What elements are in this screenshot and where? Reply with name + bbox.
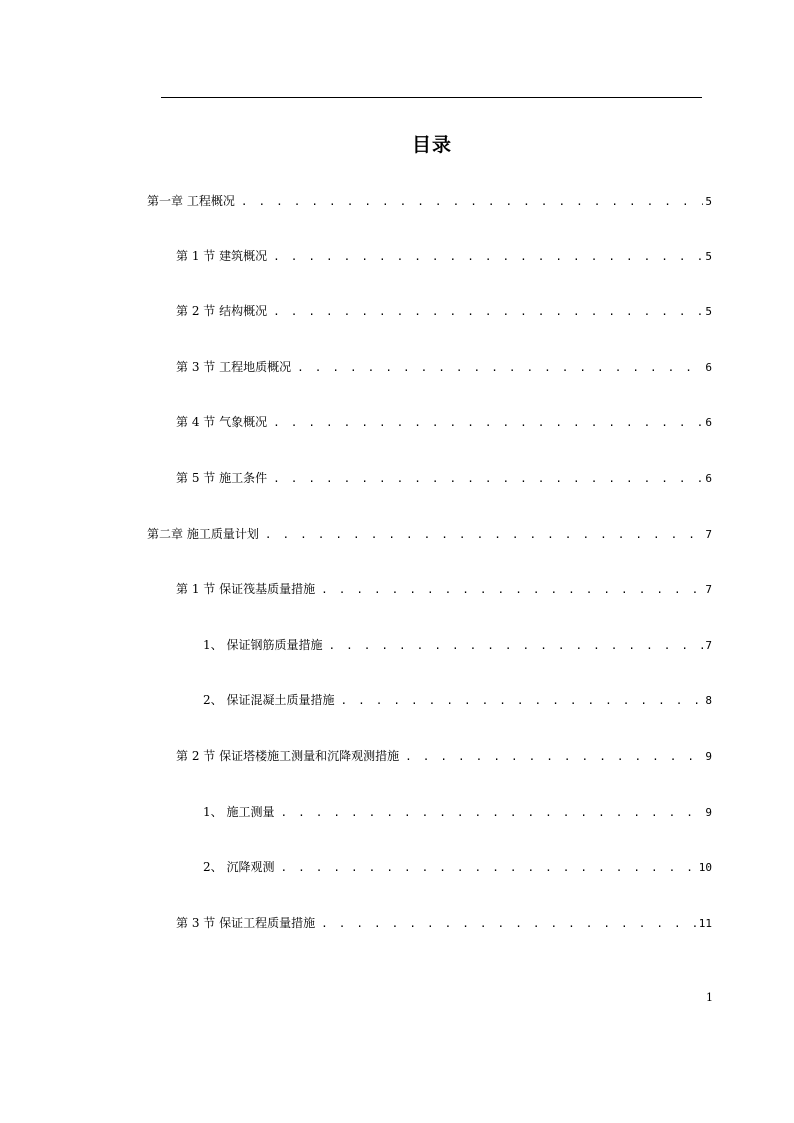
toc-dot-leader bbox=[340, 693, 703, 709]
toc-entry-page: 7 bbox=[705, 528, 712, 541]
toc-entry[interactable] bbox=[176, 470, 712, 487]
toc-entry-label: 第 2 节 保证塔楼施工测量和沉降观测措施 bbox=[176, 749, 400, 763]
toc-dot-leader bbox=[321, 582, 703, 598]
toc-entry-page: 6 bbox=[705, 416, 712, 429]
toc-entry-label: 1、 施工测量 bbox=[203, 805, 275, 819]
toc-entry[interactable] bbox=[203, 637, 712, 654]
toc-entry[interactable] bbox=[176, 915, 712, 932]
toc-entry-label: 第一章 工程概况 bbox=[147, 194, 235, 208]
toc-dot-leader bbox=[280, 860, 696, 876]
toc-entry-page: 5 bbox=[705, 195, 712, 208]
toc-entry-page: 5 bbox=[705, 305, 712, 318]
toc-entry[interactable] bbox=[176, 414, 712, 431]
toc-entry[interactable] bbox=[176, 248, 712, 265]
toc-dot-leader bbox=[265, 527, 704, 543]
toc-entry-label: 第 3 节 工程地质概况 bbox=[176, 360, 292, 374]
toc-dot-leader bbox=[328, 638, 703, 654]
toc-entry-label: 第二章 施工质量计划 bbox=[147, 527, 259, 541]
toc-entry-label: 第 5 节 施工条件 bbox=[176, 471, 268, 485]
toc-entry-page: 5 bbox=[705, 250, 712, 263]
toc-entry[interactable] bbox=[203, 859, 712, 876]
toc-dot-leader bbox=[405, 749, 703, 765]
toc-entry-label: 2、 沉降观测 bbox=[203, 860, 275, 874]
toc-entry[interactable] bbox=[203, 804, 712, 821]
toc-entry[interactable] bbox=[203, 692, 712, 709]
toc-dot-leader bbox=[273, 471, 703, 487]
toc-entry-label: 1、 保证钢筋质量措施 bbox=[203, 638, 323, 652]
toc-dot-leader bbox=[280, 805, 703, 821]
toc-entry-page: 11 bbox=[698, 917, 712, 930]
toc-entry-page: 6 bbox=[705, 361, 712, 374]
toc-entry-label: 2、 保证混凝土质量措施 bbox=[203, 693, 335, 707]
toc-entry-label: 第 4 节 气象概况 bbox=[176, 415, 268, 429]
toc-dot-leader bbox=[273, 249, 703, 265]
toc-dot-leader bbox=[297, 360, 703, 376]
toc-dot-leader bbox=[273, 304, 703, 320]
toc-entry-label: 第 3 节 保证工程质量措施 bbox=[176, 916, 316, 930]
toc-entry-label: 第 1 节 建筑概况 bbox=[176, 249, 268, 263]
toc-entry-label: 第 1 节 保证筏基质量措施 bbox=[176, 582, 316, 596]
toc-entry[interactable] bbox=[176, 748, 712, 765]
toc-dot-leader bbox=[273, 415, 703, 431]
toc-entry-label: 第 2 节 结构概况 bbox=[176, 304, 268, 318]
toc-entry[interactable] bbox=[176, 359, 712, 376]
toc-entry[interactable] bbox=[176, 303, 712, 320]
toc-entry-page: 9 bbox=[705, 806, 712, 819]
toc-entry[interactable] bbox=[176, 581, 712, 598]
toc-title: 目录 bbox=[411, 134, 452, 156]
toc-entry[interactable] bbox=[147, 193, 712, 210]
toc-entry-page: 10 bbox=[698, 861, 712, 874]
toc-dot-leader bbox=[241, 194, 704, 210]
toc-entry-page: 6 bbox=[705, 472, 712, 485]
page-number: 1 bbox=[706, 991, 713, 1004]
toc-entry-page: 8 bbox=[705, 694, 712, 707]
toc-entry-page: 9 bbox=[705, 750, 712, 763]
toc-entry-page: 7 bbox=[705, 583, 712, 596]
header-rule bbox=[161, 97, 702, 98]
toc-entry-page: 7 bbox=[705, 639, 712, 652]
toc-dot-leader bbox=[321, 916, 697, 932]
toc-entry[interactable] bbox=[147, 526, 712, 543]
